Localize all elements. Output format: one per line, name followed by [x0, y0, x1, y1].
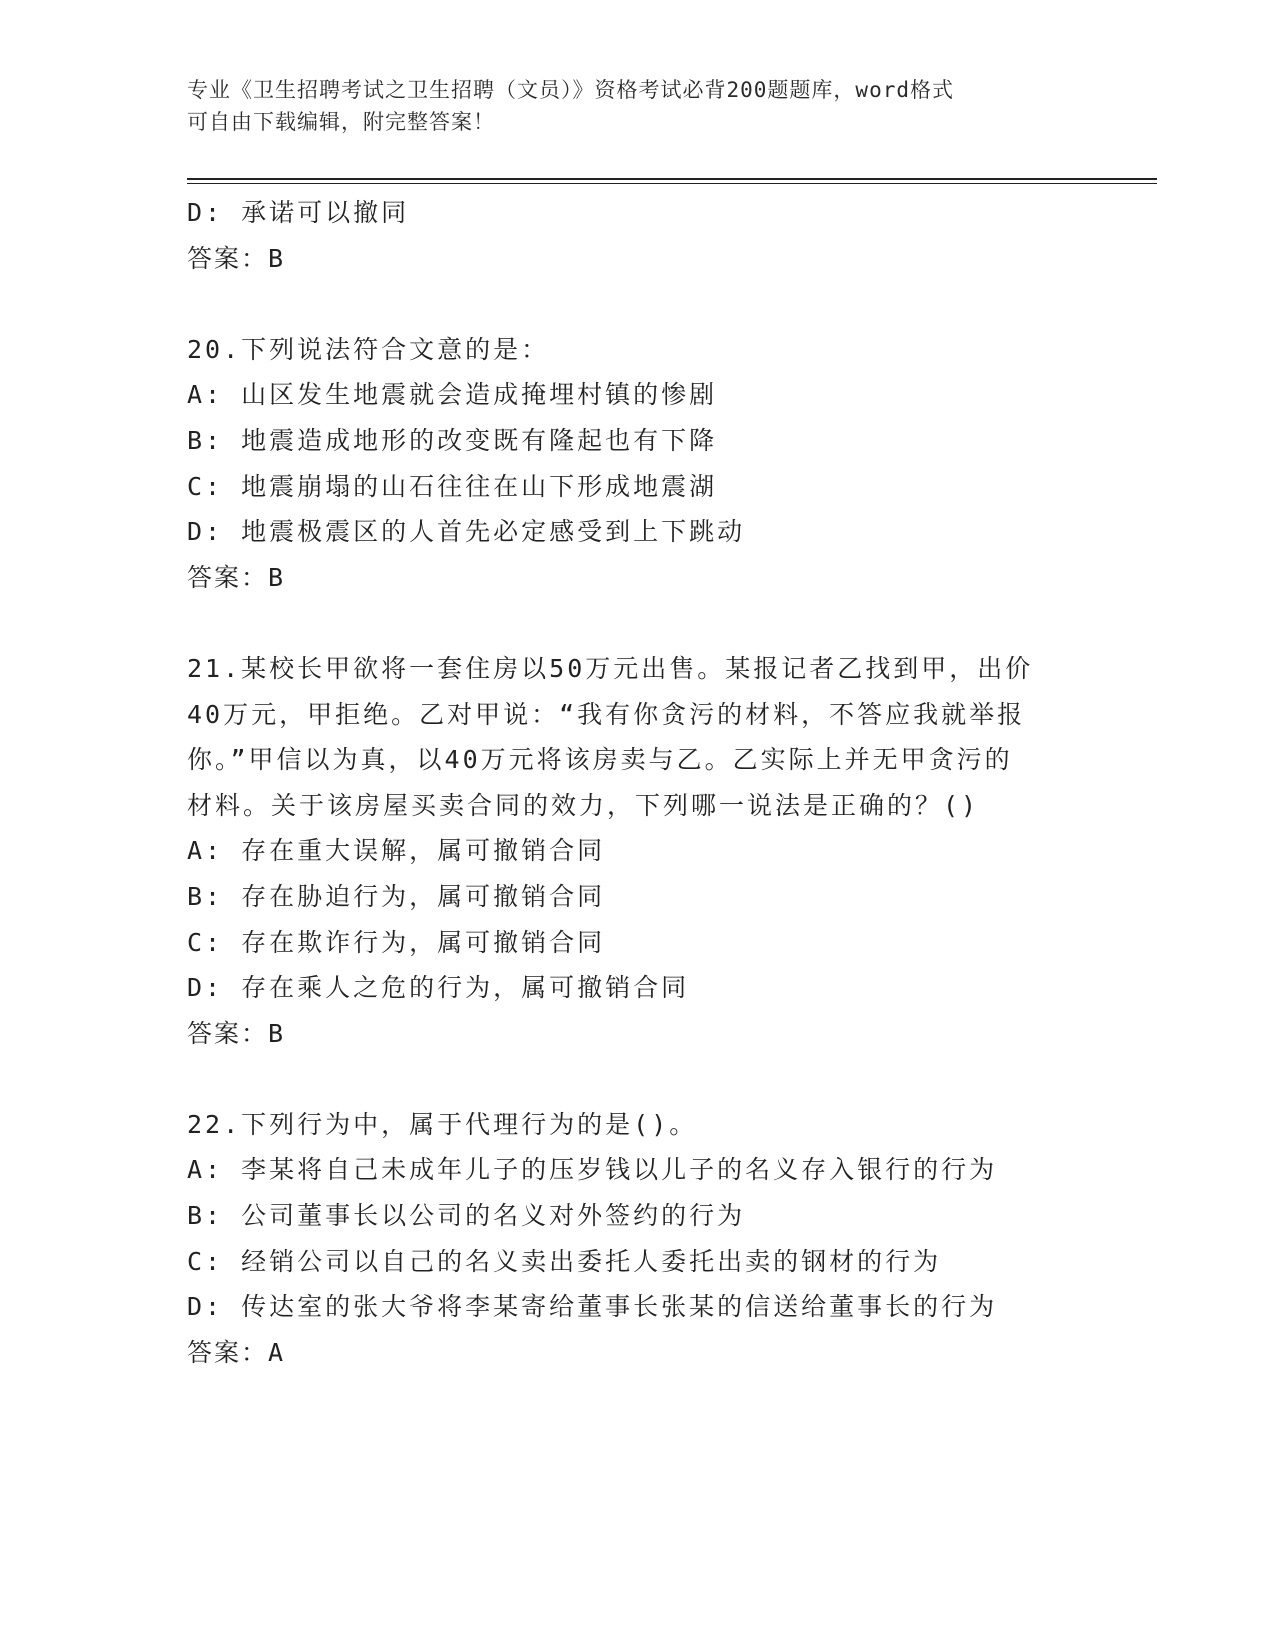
- answer-line: 答案：B: [187, 243, 286, 273]
- option-c: C: 地震崩塌的山石往往在山下形成地震湖: [187, 471, 718, 501]
- option-b: B: 存在胁迫行为，属可撤销合同: [187, 881, 606, 911]
- question-stem: 22.下列行为中，属于代理行为的是()。: [187, 1109, 698, 1139]
- question-stem-line-2: 40万元，甲拒绝。乙对甲说：“我有你贪污的材料，不答应我就举报: [187, 699, 1026, 729]
- question-content: [187, 190, 1087, 1375]
- option-a: A: 山区发生地震就会造成掩埋村镇的惨剧: [187, 380, 718, 410]
- option-c: C: 存在欺诈行为，属可撤销合同: [187, 927, 606, 957]
- option-b: B: 公司董事长以公司的名义对外签约的行为: [187, 1201, 746, 1231]
- option-c: C: 经销公司以自己的名义卖出委托人委托出卖的钢材的行为: [187, 1246, 942, 1276]
- spacer: [187, 1056, 1087, 1102]
- spacer: [187, 600, 1087, 646]
- question-stem-line-1: 21.某校长甲欲将一套住房以50万元出售。某报记者乙找到甲，出价: [187, 653, 1034, 683]
- document-header: [187, 74, 1067, 138]
- option-d: D: 地震极震区的人首先必定感受到上下跳动: [187, 517, 746, 547]
- question-22: [187, 1102, 1087, 1376]
- answer-line: 答案：A: [187, 1337, 286, 1367]
- header-rule-thin: [187, 183, 1157, 184]
- spacer: [187, 281, 1087, 327]
- question-20: [187, 327, 1087, 601]
- option-a: A: 存在重大误解，属可撤销合同: [187, 836, 606, 866]
- question-21: [187, 646, 1087, 1056]
- header-title-line-1: 专业《卫生招聘考试之卫生招聘（文员）》资格考试必背200题题库，word格式: [187, 78, 954, 102]
- option-d: D: 承诺可以撤同: [187, 198, 410, 227]
- answer-line: 答案：B: [187, 1018, 286, 1048]
- option-a: A: 李某将自己未成年儿子的压岁钱以儿子的名义存入银行的行为: [187, 1155, 998, 1185]
- question-stem-line-3: 你。”甲信以为真，以40万元将该房卖与乙。乙实际上并无甲贪污的: [187, 745, 1013, 775]
- answer-line: 答案：B: [187, 562, 286, 592]
- option-b: B: 地震造成地形的改变既有隆起也有下降: [187, 425, 718, 455]
- header-title-line-2: 可自由下载编辑，附完整答案！: [187, 110, 495, 134]
- option-d: D: 存在乘人之危的行为，属可撤销合同: [187, 973, 690, 1003]
- option-d: D: 传达室的张大爷将李某寄给董事长张某的信送给董事长的行为: [187, 1292, 998, 1322]
- previous-question-tail: [187, 190, 1087, 281]
- header-rule-thick: [187, 178, 1157, 180]
- question-stem: 20.下列说法符合文意的是：: [187, 334, 550, 364]
- question-stem-line-4: 材料。关于该房屋买卖合同的效力，下列哪一说法是正确的？(): [187, 790, 980, 820]
